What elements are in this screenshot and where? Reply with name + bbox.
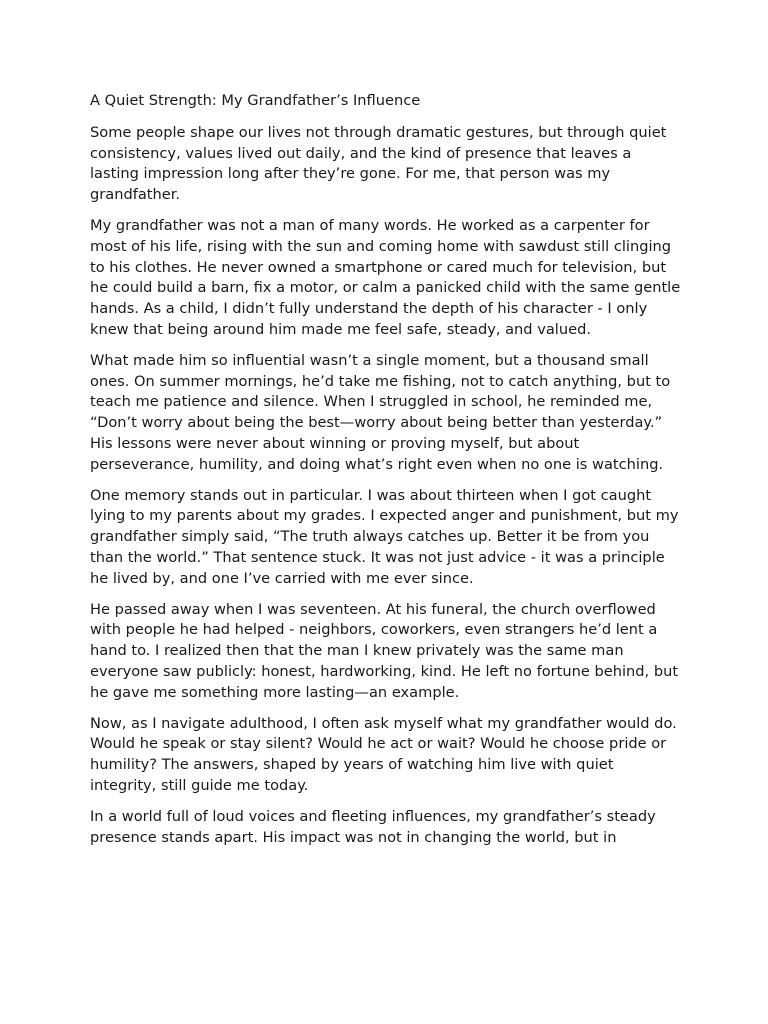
paragraph-6: Now, as I navigate adulthood, I often ask myself what my grandfather would do. Would he speak or stay silent? Would he act or wait? Would he choose pride or humility? The answers, shaped by years of watching him live with quiet integrity, still guide me today. — [90, 714, 677, 794]
paragraph-7: In a world full of loud voices and fleeting influences, my grandfather’s steady presence stands apart. His impact was not in changing the world, but in — [90, 807, 656, 846]
paragraph-2: My grandfather was not a man of many words. He worked as a carpenter for most of his life, rising with the sun and coming home with sawdust still clinging to his clothes. He never owned a smartphone or cared much for television, but he could build a barn, fix a motor, or calm a panicked child with the same gentle hands. As a child, I didn’t fully understand the depth of his character - I only knew that being around him made me feel safe, steady, and valued. — [90, 216, 681, 338]
paragraph-5: He passed away when I was seventeen. At his funeral, the church overflowed with people he had helped - neighbors, coworkers, even strangers he’d lent a hand to. I realized then that the man I knew privately was the same man everyone saw publicly: honest, hardworking, kind. He left no fortune behind, but he gave me something more lasting—an example. — [90, 600, 679, 701]
paragraph-3: What made him so influential wasn’t a single moment, but a thousand small ones. On summer mornings, he’d take me fishing, not to catch anything, but to teach me patience and silence. When I struggled in school, he reminded me, “Don’t worry about being the best—worry about being better than yesterday.” His lessons were never about winning or proving myself, but about perseverance, humility, and doing what’s right even when no one is watching. — [90, 351, 671, 473]
paragraph-1: Some people shape our lives not through dramatic gestures, but through quiet consistency, values lived out daily, and the kind of presence that leaves a lasting impression long after they’re gone. For me, that person was my grandfather. — [90, 123, 667, 204]
essay-title: A Quiet Strength: My Grandfather’s Influence — [90, 92, 421, 109]
essay-body — [90, 91, 682, 858]
paragraph-4: One memory stands out in particular. I was about thirteen when I got caught lying to my parents about my grades. I expected anger and punishment, but my grandfather simply said, “The truth always catches up. Better it be from you than the world.” That sentence stuck. It was not just advice - it was a principle he lived by, and one I’ve carried with me ever since. — [90, 486, 679, 587]
